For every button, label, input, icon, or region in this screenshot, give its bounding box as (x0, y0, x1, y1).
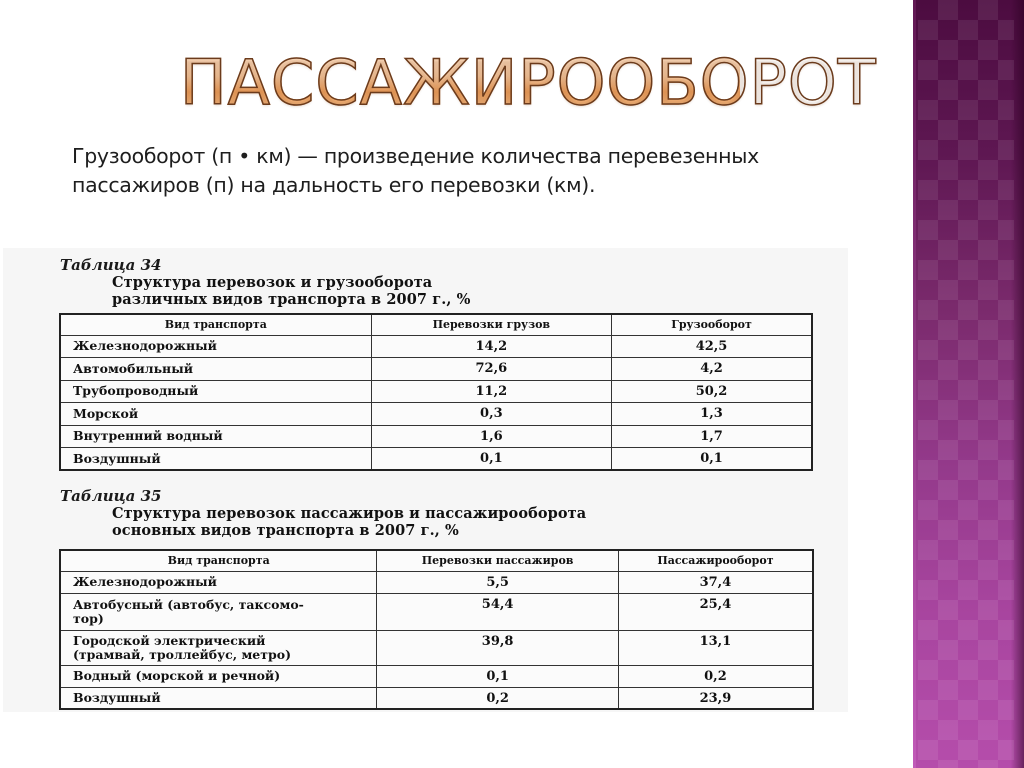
header-passenger-turnover: Пассажирооборот (618, 550, 813, 571)
cell-transport-type (60, 630, 377, 665)
table-row (60, 335, 812, 358)
slide-title: ПАССАЖИРООБОРОТ (180, 44, 740, 124)
cell-freight-transport: 72,6 (371, 358, 611, 381)
table-row (60, 630, 813, 665)
cell-line: Водный (морской и речной) (73, 668, 281, 683)
cell-freight-turnover: 1,7 (612, 425, 812, 448)
table-header-row (60, 550, 813, 571)
cell-line: Воздушный (73, 689, 161, 705)
definition-line-1: Грузооборот (п • км) — произведение количества перевезенных (72, 144, 759, 168)
cell-freight-transport: 14,2 (371, 335, 611, 358)
cell-passenger-turnover: 25,4 (618, 593, 813, 630)
cell-transport-type: Морской (60, 403, 371, 426)
cell-freight-turnover: 50,2 (612, 380, 812, 403)
cell-freight-transport: 0,3 (371, 403, 611, 426)
table-row (60, 665, 813, 687)
cell-transport-type: Автомобильный (60, 358, 371, 381)
table35-caption: Таблица 35 (60, 487, 162, 505)
sidebar-edge (913, 0, 916, 768)
table35-title (112, 505, 586, 539)
cell-line: тор) (73, 610, 104, 626)
table-row (60, 571, 813, 593)
cell-transport-type (60, 687, 377, 709)
definition-text (72, 142, 872, 200)
cell-passenger-turnover: 13,1 (618, 630, 813, 665)
cell-transport-type (60, 665, 377, 687)
header-freight-transport: Перевозки грузов (371, 314, 611, 335)
table35-title-line-1: Структура перевозок пассажиров и пассажирооборота (112, 505, 587, 522)
table-header-row (60, 314, 812, 335)
table-row (60, 687, 813, 709)
table-row (60, 593, 813, 630)
sidebar-diamond-pattern (918, 0, 1014, 768)
header-passenger-transport: Перевозки пассажиров (377, 550, 619, 571)
table-35-passenger-structure (59, 549, 814, 710)
cell-line: Автобусный (автобус, таксомо- (73, 596, 304, 612)
cell-passenger-turnover: 0,2 (618, 665, 813, 687)
header-transport-type: Вид транспорта (60, 550, 377, 571)
header-freight-turnover: Грузооборот (612, 314, 812, 335)
table-row (60, 425, 812, 448)
cell-freight-turnover: 1,3 (612, 403, 812, 426)
table-row (60, 403, 812, 426)
cell-transport-type: Железнодорожный (60, 335, 371, 358)
cell-freight-turnover: 0,1 (612, 448, 812, 471)
cell-freight-turnover: 4,2 (612, 358, 812, 381)
cell-transport-type (60, 571, 377, 593)
header-transport-type: Вид транспорта (60, 314, 371, 335)
table35-title-line-2: основных видов транспорта в 2007 г., % (112, 522, 459, 539)
table-row (60, 448, 812, 471)
cell-passenger-transport: 0,1 (377, 665, 619, 687)
cell-passenger-transport: 5,5 (377, 571, 619, 593)
cell-line: Железнодорожный (73, 574, 217, 589)
cell-transport-type: Трубопроводный (60, 380, 371, 403)
cell-passenger-transport: 0,2 (377, 687, 619, 709)
cell-passenger-transport: 39,8 (377, 630, 619, 665)
table-34-freight-structure (59, 313, 813, 471)
cell-passenger-turnover: 23,9 (618, 687, 813, 709)
cell-freight-transport: 0,1 (371, 448, 611, 471)
cell-transport-type: Внутренний водный (60, 425, 371, 448)
cell-freight-transport: 1,6 (371, 425, 611, 448)
table34-title-line-1: Структура перевозок и грузооборота (112, 274, 433, 291)
cell-freight-turnover: 42,5 (612, 335, 812, 358)
table-row (60, 358, 812, 381)
cell-freight-transport: 11,2 (371, 380, 611, 403)
cell-transport-type (60, 593, 377, 630)
cell-line: Городской электрический (73, 632, 266, 648)
definition-line-2: пассажиров (п) на дальность его перевозки (км). (72, 173, 596, 197)
cell-transport-type: Воздушный (60, 448, 371, 471)
table34-title-line-2: различных видов транспорта в 2007 г., % (112, 291, 471, 308)
table-row (60, 380, 812, 403)
cell-line: (трамвай, троллейбус, метро) (73, 646, 291, 662)
table34-title (112, 274, 471, 308)
table34-caption: Таблица 34 (60, 256, 162, 274)
cell-passenger-turnover: 37,4 (618, 571, 813, 593)
cell-passenger-transport: 54,4 (377, 593, 619, 630)
